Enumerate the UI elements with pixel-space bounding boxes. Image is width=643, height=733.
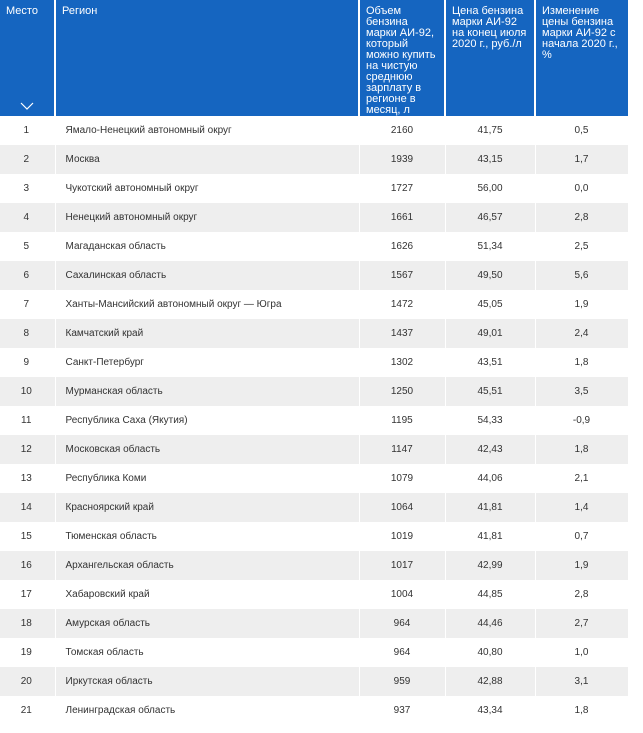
- cell-region: Томская область: [55, 638, 359, 667]
- table-row: [0, 522, 628, 551]
- table-row: [0, 203, 628, 232]
- cell-volume: 1661: [359, 203, 445, 232]
- cell-region: Сахалинская область: [55, 261, 359, 290]
- cell-region: Иркутская область: [55, 667, 359, 696]
- cell-volume: 964: [359, 609, 445, 638]
- cell-volume: 1004: [359, 580, 445, 609]
- table-row: [0, 174, 628, 203]
- cell-change: 0,0: [535, 174, 628, 203]
- header-change[interactable]: [535, 0, 628, 116]
- cell-rank: 5: [0, 232, 55, 261]
- cell-region: Тюменская область: [55, 522, 359, 551]
- cell-volume: 1567: [359, 261, 445, 290]
- table-row: [0, 406, 628, 435]
- cell-change: 2,5: [535, 232, 628, 261]
- cell-change: 2,8: [535, 203, 628, 232]
- table-row: [0, 493, 628, 522]
- cell-price: 44,85: [445, 580, 535, 609]
- table-row: [0, 348, 628, 377]
- cell-region: Магаданская область: [55, 232, 359, 261]
- cell-price: 41,81: [445, 493, 535, 522]
- header-rank-label: Место: [6, 5, 38, 17]
- cell-region: Архангельская область: [55, 551, 359, 580]
- cell-region: Амурская область: [55, 609, 359, 638]
- cell-price: 42,43: [445, 435, 535, 464]
- cell-region: Красноярский край: [55, 493, 359, 522]
- header-region-label: Регион: [62, 5, 98, 17]
- table-row: [0, 116, 628, 145]
- header-volume[interactable]: [359, 0, 445, 116]
- cell-region: Москва: [55, 145, 359, 174]
- cell-price: 43,15: [445, 145, 535, 174]
- cell-rank: 21: [0, 696, 55, 725]
- cell-change: 1,8: [535, 435, 628, 464]
- cell-rank: 19: [0, 638, 55, 667]
- cell-volume: 1017: [359, 551, 445, 580]
- header-region[interactable]: [55, 0, 359, 116]
- table-header-row: [0, 0, 628, 116]
- cell-price: 45,05: [445, 290, 535, 319]
- cell-price: 41,75: [445, 116, 535, 145]
- cell-change: -0,9: [535, 406, 628, 435]
- cell-change: 3,5: [535, 377, 628, 406]
- table-row: [0, 232, 628, 261]
- cell-rank: 10: [0, 377, 55, 406]
- cell-region: Камчатский край: [55, 319, 359, 348]
- cell-change: 1,0: [535, 638, 628, 667]
- cell-price: 54,33: [445, 406, 535, 435]
- table-row: [0, 464, 628, 493]
- cell-region: Ямало-Ненецкий автономный округ: [55, 116, 359, 145]
- cell-volume: 937: [359, 696, 445, 725]
- table-row: [0, 667, 628, 696]
- cell-rank: 6: [0, 261, 55, 290]
- cell-change: 2,1: [535, 464, 628, 493]
- cell-volume: 959: [359, 667, 445, 696]
- cell-region: Чукотский автономный округ: [55, 174, 359, 203]
- cell-change: 1,8: [535, 696, 628, 725]
- cell-volume: 1195: [359, 406, 445, 435]
- cell-price: 44,06: [445, 464, 535, 493]
- cell-price: 45,51: [445, 377, 535, 406]
- cell-region: Республика Коми: [55, 464, 359, 493]
- cell-change: 1,7: [535, 145, 628, 174]
- cell-price: 46,57: [445, 203, 535, 232]
- cell-region: Республика Саха (Якутия): [55, 406, 359, 435]
- cell-change: 1,9: [535, 551, 628, 580]
- cell-region: Мурманская область: [55, 377, 359, 406]
- cell-rank: 13: [0, 464, 55, 493]
- table-row: [0, 435, 628, 464]
- cell-region: Санкт-Петербург: [55, 348, 359, 377]
- cell-rank: 17: [0, 580, 55, 609]
- cell-volume: 964: [359, 638, 445, 667]
- table-row: [0, 609, 628, 638]
- cell-price: 49,50: [445, 261, 535, 290]
- header-price[interactable]: [445, 0, 535, 116]
- cell-change: 1,8: [535, 348, 628, 377]
- cell-price: 40,80: [445, 638, 535, 667]
- cell-region: Хабаровский край: [55, 580, 359, 609]
- table-body: [0, 116, 628, 725]
- table-row: [0, 638, 628, 667]
- cell-rank: 14: [0, 493, 55, 522]
- chevron-down-icon[interactable]: [20, 102, 34, 110]
- cell-volume: 1147: [359, 435, 445, 464]
- cell-price: 51,34: [445, 232, 535, 261]
- header-rank[interactable]: [0, 0, 55, 116]
- cell-price: 43,34: [445, 696, 535, 725]
- cell-volume: 1727: [359, 174, 445, 203]
- cell-change: 5,6: [535, 261, 628, 290]
- cell-change: 1,9: [535, 290, 628, 319]
- cell-price: 56,00: [445, 174, 535, 203]
- cell-volume: 1250: [359, 377, 445, 406]
- cell-volume: 1302: [359, 348, 445, 377]
- cell-volume: 1626: [359, 232, 445, 261]
- cell-volume: 1939: [359, 145, 445, 174]
- cell-rank: 1: [0, 116, 55, 145]
- cell-region: Московская область: [55, 435, 359, 464]
- cell-rank: 18: [0, 609, 55, 638]
- cell-volume: 1437: [359, 319, 445, 348]
- cell-change: 3,1: [535, 667, 628, 696]
- cell-change: 0,5: [535, 116, 628, 145]
- cell-change: 2,7: [535, 609, 628, 638]
- cell-rank: 20: [0, 667, 55, 696]
- table-row: [0, 290, 628, 319]
- cell-volume: 1079: [359, 464, 445, 493]
- cell-volume: 1472: [359, 290, 445, 319]
- table-row: [0, 261, 628, 290]
- cell-price: 49,01: [445, 319, 535, 348]
- cell-region: Ханты-Мансийский автономный округ — Югра: [55, 290, 359, 319]
- cell-region: Ненецкий автономный округ: [55, 203, 359, 232]
- table-row: [0, 696, 628, 725]
- cell-price: 43,51: [445, 348, 535, 377]
- cell-change: 2,4: [535, 319, 628, 348]
- cell-volume: 2160: [359, 116, 445, 145]
- cell-change: 2,8: [535, 580, 628, 609]
- table-row: [0, 377, 628, 406]
- cell-rank: 11: [0, 406, 55, 435]
- header-volume-label: Объем бензина марки АИ-92, который можно купить на чистую среднюю зарплату в регионе в месяц, л: [366, 5, 436, 116]
- table-row: [0, 551, 628, 580]
- cell-rank: 12: [0, 435, 55, 464]
- cell-rank: 7: [0, 290, 55, 319]
- cell-change: 1,4: [535, 493, 628, 522]
- header-change-label: Изменение цены бензина марки АИ-92 с начала 2020 г., %: [542, 5, 618, 61]
- cell-rank: 2: [0, 145, 55, 174]
- cell-region: Ленинградская область: [55, 696, 359, 725]
- cell-price: 41,81: [445, 522, 535, 551]
- cell-price: 44,46: [445, 609, 535, 638]
- cell-rank: 4: [0, 203, 55, 232]
- cell-price: 42,88: [445, 667, 535, 696]
- table-row: [0, 580, 628, 609]
- cell-rank: 8: [0, 319, 55, 348]
- cell-rank: 16: [0, 551, 55, 580]
- cell-volume: 1019: [359, 522, 445, 551]
- table-row: [0, 319, 628, 348]
- cell-rank: 9: [0, 348, 55, 377]
- cell-rank: 15: [0, 522, 55, 551]
- table-row: [0, 145, 628, 174]
- cell-rank: 3: [0, 174, 55, 203]
- cell-price: 42,99: [445, 551, 535, 580]
- cell-change: 0,7: [535, 522, 628, 551]
- header-price-label: Цена бензина марки АИ-92 на конец июля 2020 г., руб./л: [452, 5, 527, 50]
- cell-volume: 1064: [359, 493, 445, 522]
